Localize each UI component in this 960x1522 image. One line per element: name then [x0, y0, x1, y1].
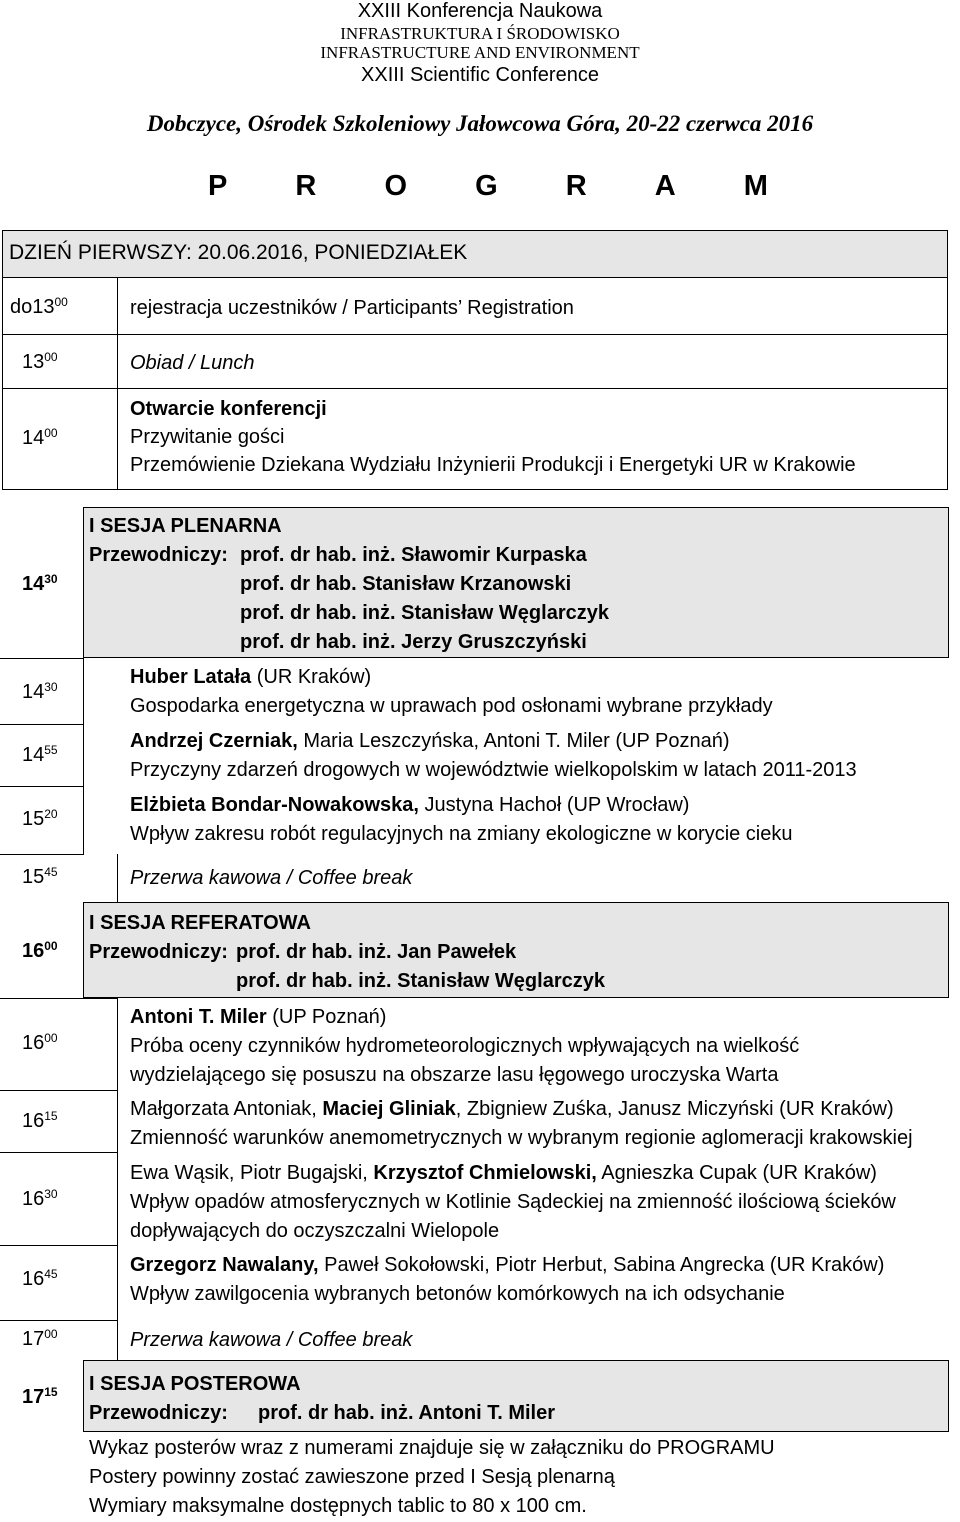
opening-title: Otwarcie konferencji [130, 398, 327, 420]
table-divider [117, 854, 118, 902]
time-talk: $16^{00}$ [22, 1031, 58, 1054]
table-divider [117, 1320, 118, 1360]
table-divider [0, 998, 118, 999]
time-lunch: $13^{00}$ [22, 350, 58, 373]
talk-title: Wpływ zakresu robót regulacyjnych na zmiany ekologiczne w korycie cieku [130, 823, 793, 845]
program-letter: O [384, 170, 408, 202]
table-divider [83, 1360, 84, 1432]
time-talk: $15^{20}$ [22, 807, 58, 830]
conference-title-en: XXIII Scientific Conference [361, 64, 599, 86]
talk-title: wydzielającego się posuszu na obszarze lasu łęgowego uroczyska Warta [130, 1064, 779, 1086]
session1-chair: prof. dr hab. inż. Jerzy Gruszczyński [240, 631, 587, 653]
session1-chair: prof. dr hab. inż. Stanisław Węglarczyk [240, 602, 609, 624]
session1-chair: prof. dr hab. Stanisław Krzanowski [240, 573, 572, 595]
session1-chairs-label: Przewodniczy: [89, 544, 228, 566]
program-letter: R [295, 170, 317, 202]
registration-text: rejestracja uczestników / Participants’ Registration [130, 297, 574, 319]
time-session2: $16^{00}$ [22, 939, 58, 962]
table-divider [0, 1245, 118, 1246]
table-divider [0, 1090, 118, 1091]
time-session1: $14^{30}$ [22, 572, 58, 595]
talk-authors: Antoni T. Miler (UP Poznań) [130, 1006, 387, 1028]
session3-title: I SESJA POSTEROWA [89, 1373, 301, 1395]
time-talk: $16^{45}$ [22, 1267, 58, 1290]
session2-chair: prof. dr hab. inż. Stanisław Węglarczyk [236, 970, 605, 992]
table-divider [0, 1320, 118, 1321]
time-opening: $14^{00}$ [22, 426, 58, 449]
venue-date: Dobczyce, Ośrodek Szkoleniowy Jałowcowa Góra, 20-22 czerwca 2016 [146, 111, 814, 136]
session2-chairs-label: Przewodniczy: [89, 941, 228, 963]
time-session3: $17^{15}$ [22, 1385, 58, 1408]
table-divider [117, 277, 118, 490]
table-divider [0, 658, 84, 659]
table-divider [2, 388, 948, 389]
poster-note: Wykaz posterów wraz z numerami znajduje się w załączniku do PROGRAMU [89, 1437, 775, 1459]
talk-title: Wpływ zawilgocenia wybranych betonów komórkowych na ich odsychanie [130, 1283, 785, 1305]
table-divider [0, 1152, 118, 1153]
table-divider [0, 724, 84, 725]
table-divider [0, 786, 84, 787]
session2-chair: prof. dr hab. inż. Jan Pawełek [236, 941, 517, 963]
session1-title: I SESJA PLENARNA [89, 515, 282, 537]
talk-authors: Ewa Wąsik, Piotr Bugajski, Krzysztof Chmielowski, Agnieszka Cupak (UR Kraków) [130, 1162, 877, 1184]
time-registration: $do13^{00}$ [10, 295, 68, 318]
program-letter: M [743, 170, 768, 202]
coffee-break-text: Przerwa kawowa / Coffee break [130, 867, 413, 889]
table-divider [117, 998, 118, 1320]
program-letter: P [208, 170, 228, 202]
time-break: $17^{00}$ [22, 1327, 58, 1350]
welcome-text: Przywitanie gości [130, 426, 285, 448]
conference-theme-en: INFRASTRUCTURE AND ENVIRONMENT [320, 43, 640, 62]
conference-title-pl: XXIII Konferencja Naukowa [357, 0, 603, 22]
program-letter: G [475, 170, 498, 202]
time-talk: $16^{15}$ [22, 1109, 58, 1132]
time-talk: $14^{30}$ [22, 680, 58, 703]
lunch-text: Obiad / Lunch [130, 352, 255, 374]
poster-note: Postery powinny zostać zawieszone przed I Sesją plenarną [89, 1466, 615, 1488]
table-divider [0, 854, 84, 855]
talk-authors: Elżbieta Bondar-Nowakowska, Justyna Hachoł (UP Wrocław) [130, 794, 690, 816]
program-letter: A [654, 170, 676, 202]
talk-title: Gospodarka energetyczna w uprawach pod osłonami wybrane przykłady [130, 695, 773, 717]
table-divider [83, 902, 84, 998]
dean-speech-text: Przemówienie Dziekana Wydziału Inżynierii Produkcji i Energetyki UR w Krakowie [130, 454, 856, 476]
talk-title: Wpływ opadów atmosferycznych w Kotlinie Sądeckiej na zmienność ilościową ścieków [130, 1191, 896, 1213]
talk-authors: Huber Latała (UR Kraków) [130, 666, 372, 688]
coffee-break-text: Przerwa kawowa / Coffee break [130, 1329, 413, 1351]
session2-title: I SESJA REFERATOWA [89, 912, 311, 934]
day-heading: DZIEŃ PIERWSZY: 20.06.2016, PONIEDZIAŁEK [2, 230, 948, 278]
program-letter: R [565, 170, 587, 202]
talk-authors: Grzegorz Nawalany, Paweł Sokołowski, Piotr Herbut, Sabina Angrecka (UR Kraków) [130, 1254, 885, 1276]
table-divider [83, 507, 84, 854]
talk-title: Zmienność warunków anemometrycznych w wybranym regionie aglomeracji krakowskiej [130, 1127, 913, 1149]
session3-chairs-label: Przewodniczy: [89, 1402, 228, 1424]
program-heading [208, 170, 768, 203]
talk-title: Próba oceny czynników hydrometeorologicznych wpływających na wielkość [130, 1035, 800, 1057]
talk-title: dopływających do oczyszczalni Wielopole [130, 1220, 500, 1242]
talk-title: Przyczyny zdarzeń drogowych w województwie wielkopolskim w latach 2011-2013 [130, 759, 857, 781]
table-divider [2, 334, 948, 335]
talk-authors: Andrzej Czerniak, Maria Leszczyńska, Antoni T. Miler (UP Poznań) [130, 730, 730, 752]
session3-chair: prof. dr hab. inż. Antoni T. Miler [258, 1402, 556, 1424]
talk-authors: Małgorzata Antoniak, Maciej Gliniak, Zbigniew Zuśka, Janusz Miczyński (UR Kraków) [130, 1098, 894, 1120]
session1-chair: prof. dr hab. inż. Sławomir Kurpaska [240, 544, 587, 566]
poster-note: Wymiary maksymalne dostępnych tablic to 80 x 100 cm. [89, 1495, 587, 1517]
conference-theme-pl: INFRASTRUKTURA I ŚRODOWISKO [340, 24, 620, 43]
time-talk: $16^{30}$ [22, 1187, 58, 1210]
time-talk: $14^{55}$ [22, 743, 58, 766]
time-break: $15^{45}$ [22, 865, 58, 888]
